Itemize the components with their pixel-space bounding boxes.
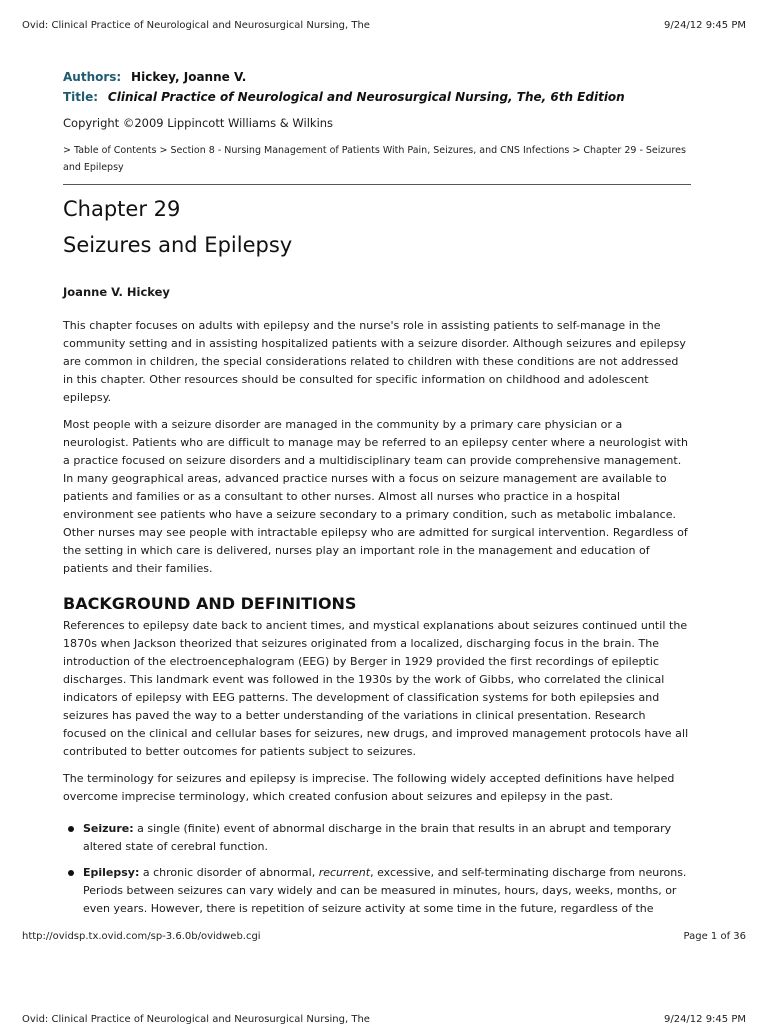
section-paragraph-2: The terminology for seizures and epilepsy is imprecise. The following widely accepted definitions have helped overcome imprecise terminology, which created confusion about seizures and epilepsy in the past. [63, 772, 675, 803]
definition-emphasis: recurrent [318, 866, 371, 879]
definitions-list [63, 820, 691, 918]
authors-value: Hickey, Joanne V. [131, 70, 247, 84]
bullet-icon [68, 826, 74, 832]
copyright: Copyright ©2009 Lippincott Williams & Wilkins [63, 116, 334, 130]
definition-text: a chronic disorder of abnormal, [139, 866, 319, 879]
authors-label: Authors: [63, 70, 122, 84]
intro-paragraph-1: This chapter focuses on adults with epilepsy and the nurse's role in assisting patients to self-manage in the community setting and in assisting hospitalized patients with a seizure disorder. Although seizures and epilepsy are common in children, the special considerations related to children with these conditions are not addressed in this chapter. Other resources should be consulted for specific information on childhood and adolescent epilepsy. [63, 319, 686, 404]
definition-term: Seizure: [83, 822, 134, 835]
definition-text: , excessive, and self-terminating discharge from neurons. Periods between seizures can vary widely and can be measured in minutes, hours, days, weeks, months, or even years. However, there is repetition of seizure activity at some time in the future, regardless of the [83, 866, 687, 915]
footer-url[interactable]: http://ovidsp.tx.ovid.com/sp-3.6.0b/ovidweb.cgi [22, 931, 261, 942]
document-content [63, 70, 691, 926]
header-doc-title: Ovid: Clinical Practice of Neurological and Neurosurgical Nursing, The [22, 20, 370, 31]
section-heading: BACKGROUND AND DEFINITIONS [63, 594, 357, 613]
header-doc-title: Ovid: Clinical Practice of Neurological and Neurosurgical Nursing, The [22, 1014, 370, 1025]
title-value: Clinical Practice of Neurological and Neurosurgical Nursing, The, 6th Edition [107, 90, 625, 104]
chapter-number: Chapter 29 [63, 197, 181, 221]
header-datetime: 9/24/12 9:45 PM [663, 20, 746, 31]
next-page-header [22, 1014, 746, 1025]
definition-term: Epilepsy: [83, 866, 140, 879]
section-paragraph-1: References to epilepsy date back to ancient times, and mystical explanations about seizures continued until the 1870s when Jackson theorized that seizures originated from a localized, discharging focus in the brain. The introduction of the electroencephalogram (EEG) by Berger in 1929 provided the first recordings of epileptic discharges. This landmark event was followed in the 1930s by the work of Gibbs, who correlated the clinical indicators of epilepsy with EEG patterns. The development of classification systems for both epilepsies and seizures has paved the way to a better understanding of the variations in clinical presentation. Research focused on the clinical and cellular bases for seizures, new drugs, and improved management protocols have all contributed to better outcomes for patients subject to seizures. [63, 619, 689, 758]
print-footer [22, 931, 746, 942]
bullet-icon [68, 870, 74, 876]
chapter-title: Seizures and Epilepsy [63, 233, 293, 257]
intro-paragraph-2: Most people with a seizure disorder are managed in the community by a primary care physician or a neurologist. Patients who are difficult to manage may be referred to an epilepsy center where a neurologist with a practice focused on seizure disorders and a multidisciplinary team can provide comprehensive management. In many geographical areas, advanced practice nurses with a focus on seizure management are available to patients and families or as a consultant to other nurses. Almost all nurses who practice in a hospital environment see patients who have a seizure secondary to a primary condition, such as metabolic imbalance. Other nurses may see people with intractable epilepsy who are admitted for surgical intervention. Regardless of the setting in which care is delivered, nurses play an important role in the management and education of patients and their families. [63, 418, 689, 575]
header-datetime: 9/24/12 9:45 PM [663, 1014, 746, 1025]
print-header [22, 20, 746, 31]
definition-item [63, 820, 691, 856]
breadcrumb[interactable] [63, 142, 691, 176]
footer-page: Page 1 of 36 [683, 931, 746, 942]
chapter-author: Joanne V. Hickey [63, 285, 170, 299]
divider [63, 184, 691, 185]
definition-text: a single (finite) event of abnormal discharge in the brain that results in an abrupt and temporary altered state of cerebral function. [83, 822, 672, 853]
authors-line [63, 70, 691, 85]
definition-item [63, 864, 691, 918]
title-line [63, 90, 691, 105]
title-label: Title: [63, 90, 99, 104]
breadcrumb-text[interactable]: > Table of Contents > Section 8 - Nursing Management of Patients With Pain, Seizures, and CNS Infections > Chapter 29 - Seizures and Epilepsy [63, 145, 686, 173]
